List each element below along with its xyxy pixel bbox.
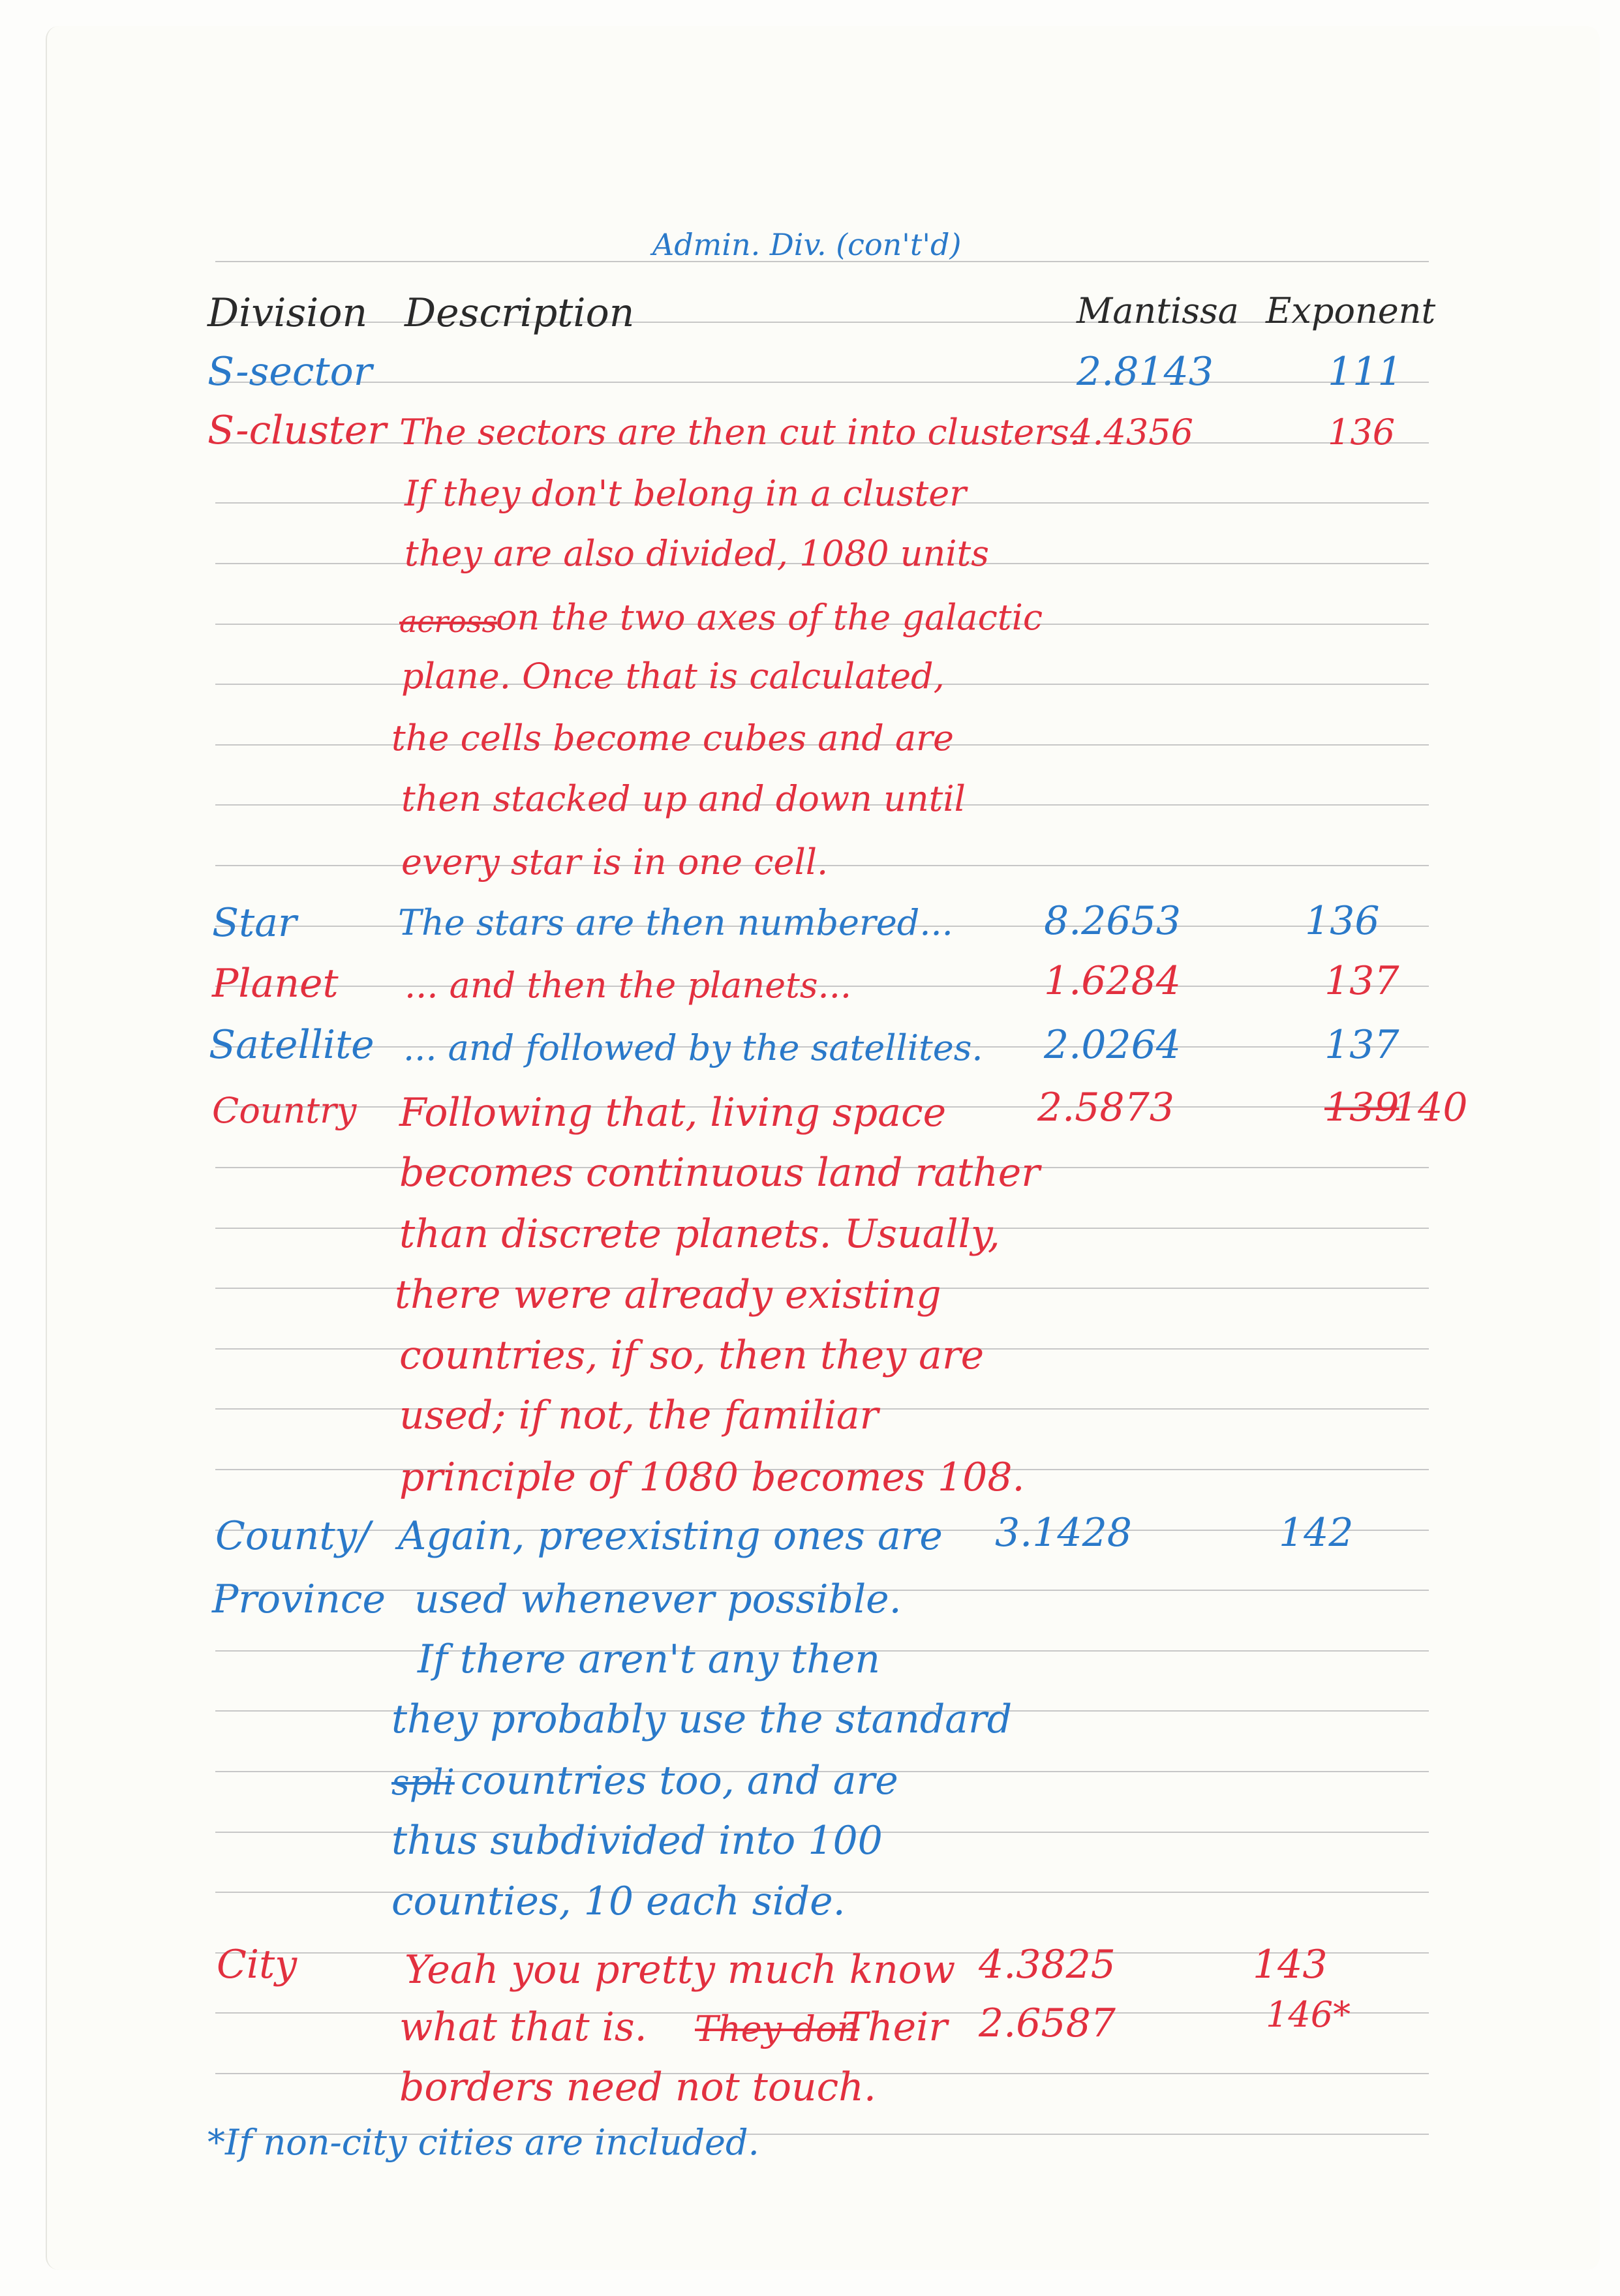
mantissa-s-sector: 2.8143 [1077, 349, 1214, 395]
ruled-line [215, 322, 1429, 323]
struck-word: spli [391, 1762, 455, 1803]
description-line: there were already existing [395, 1272, 941, 1318]
exponent-city: 143 [1253, 1942, 1328, 1987]
mantissa-country: 2.5873 [1037, 1085, 1174, 1130]
description-line: used; if not, the familiar [399, 1393, 879, 1438]
description-line: they are also divided, 1080 units [405, 533, 989, 574]
division-county: County/ [215, 1513, 371, 1559]
mantissa-satellite: 2.0264 [1044, 1022, 1181, 1068]
division-satellite: Satellite [209, 1022, 374, 1068]
division-planet: Planet [212, 961, 339, 1006]
description-line: countries, if so, then they are [399, 1333, 985, 1378]
header-description: Description [405, 290, 635, 336]
description-line: what that is. [399, 2004, 647, 2050]
description-line: borders need not touch. [399, 2064, 876, 2110]
header-division: Division [207, 290, 368, 336]
description-line: every star is in one cell. [401, 841, 829, 883]
description-line: becomes continuous land rather [399, 1150, 1040, 1196]
mantissa-star: 8.2653 [1044, 898, 1181, 944]
description-line: The stars are then numbered... [398, 902, 953, 943]
description-line: than discrete planets. Usually, [399, 1211, 1000, 1257]
division-country: Country [212, 1090, 357, 1131]
exponent-satellite: 137 [1324, 1022, 1399, 1068]
header-exponent: Exponent [1266, 290, 1436, 331]
mantissa-planet: 1.6284 [1044, 958, 1181, 1004]
description-line: If they don't belong in a cluster [405, 473, 967, 514]
description-line: then stacked up and down until [401, 778, 966, 819]
division-star: Star [212, 900, 297, 946]
header-mantissa: Mantissa [1077, 290, 1239, 331]
mantissa-city: 4.3825 [979, 1942, 1116, 1987]
description-line: If there aren't any then [418, 1637, 881, 1682]
description-line: ... and followed by the satellites. [403, 1027, 983, 1068]
mantissa-s-cluster: 4.4356 [1070, 412, 1193, 453]
exponent-struck: 139 [1324, 1085, 1399, 1130]
division-city: City [217, 1942, 298, 1987]
exponent-county: 142 [1279, 1510, 1354, 1556]
description-line: the cells become cubes and are [391, 718, 954, 759]
exponent-city-alt: 146* [1266, 1994, 1351, 2035]
description-line: plane. Once that is calculated, [401, 656, 945, 697]
description-line: thus subdivided into 100 [391, 1818, 883, 1864]
footnote: *If non-city cities are included. [207, 2122, 759, 2163]
description-line: The sectors are then cut into clusters. [399, 412, 1080, 453]
description-line: Again, preexisting ones are [398, 1513, 943, 1559]
exponent-s-cluster: 136 [1328, 412, 1396, 453]
description-line: principle of 1080 becomes 108. [399, 1455, 1025, 1500]
description-line: on the two axes of the galactic [496, 597, 1043, 638]
description-line: counties, 10 each side. [391, 1879, 846, 1924]
description-line: Their [842, 2004, 948, 2050]
division-s-sector: S-sector [207, 349, 373, 395]
description-line: used whenever possible. [414, 1577, 902, 1622]
page-title: Admin. Div. (con't'd) [652, 227, 962, 262]
struck-word: They don [695, 2008, 860, 2049]
division-s-cluster: S-cluster [207, 408, 387, 453]
exponent-country: 140 [1393, 1085, 1468, 1130]
exponent-s-sector: 111 [1328, 349, 1403, 395]
description-line: they probably use the standard [391, 1697, 1013, 1742]
description-line: ... and then the planets... [405, 965, 852, 1006]
description-line: countries too, and are [461, 1758, 898, 1804]
mantissa-county: 3.1428 [995, 1510, 1132, 1556]
description-line: Yeah you pretty much know [405, 1947, 956, 1993]
description-line: Following that, living space [399, 1090, 947, 1136]
exponent-star: 136 [1305, 898, 1380, 944]
division-province: Province [212, 1577, 386, 1622]
ruled-line [215, 382, 1429, 383]
exponent-planet: 137 [1324, 958, 1399, 1004]
mantissa-city-alt: 2.6587 [979, 2001, 1116, 2046]
struck-word: across [399, 604, 498, 639]
